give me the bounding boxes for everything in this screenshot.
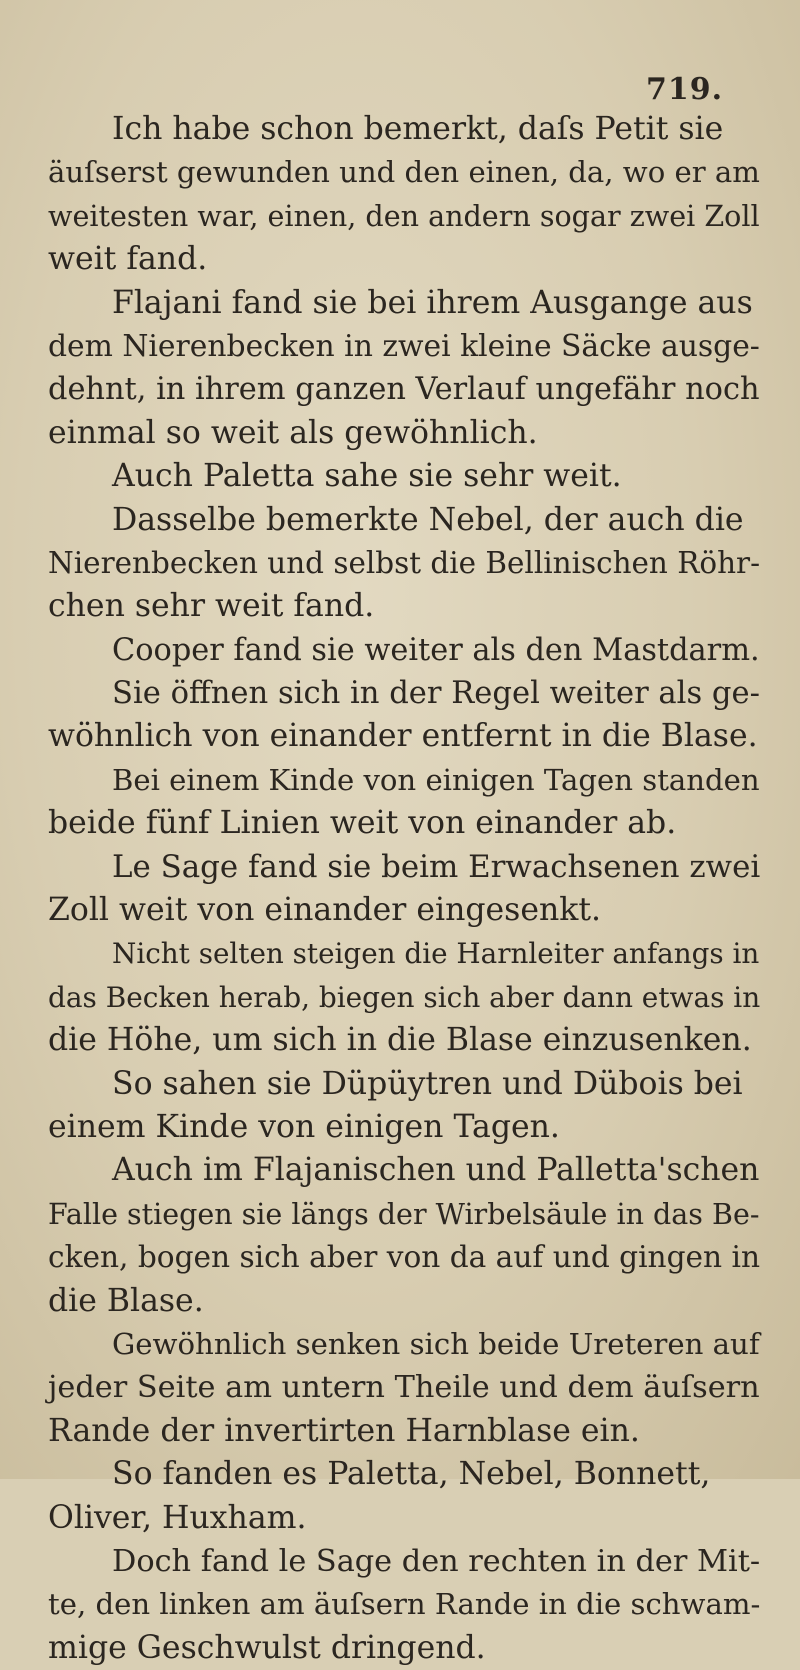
paragraph [48, 629, 760, 672]
text-line: die Blase. [48, 1282, 204, 1319]
paragraph [48, 499, 760, 629]
body-text [48, 108, 760, 1670]
text-line: Sie öffnen sich in der Regel weiter als ge- [112, 676, 760, 712]
text-line: äuſserst gewunden und den einen, da, wo er am [48, 155, 760, 190]
text-line: So sahen sie Düpüytren und Dübois bei [112, 1065, 743, 1102]
text-line: Flajani fand sie bei ihrem Ausgange aus [112, 284, 753, 321]
text-line: dem Nierenbecken in zwei kleine Säcke ausge- [48, 328, 760, 364]
text-line: wöhnlich von einander entfernt in die Blase. [48, 718, 758, 755]
text-line: das Becken herab, biegen sich aber dann etwas in [48, 980, 761, 1014]
text-line: Bei einem Kinde von einigen Tagen standen [112, 762, 760, 797]
paragraph [48, 1149, 760, 1323]
text-line: Gewöhnlich senken sich beide Ureteren auf [112, 1326, 760, 1361]
text-line: te, den linken am äuſsern Rande in die schwam- [48, 1587, 761, 1622]
text-line: Le Sage fand sie beim Erwachsenen zwei [112, 848, 761, 885]
text-line: weitesten war, einen, den andern sogar zwei Zoll [48, 198, 760, 233]
text-line: Nierenbecken und selbst die Bellinischen Röhr- [48, 545, 761, 580]
text-line: einem Kinde von einigen Tagen. [48, 1108, 560, 1145]
text-line: So fanden es Paletta, Nebel, Bonnett, [112, 1456, 711, 1493]
text-line: Falle stiegen sie längs der Wirbelsäule in das Be- [48, 1197, 760, 1231]
text-line: cken, bogen sich aber von da auf und gingen in [48, 1240, 760, 1275]
text-line: mige Geschwulst dringend. [48, 1629, 486, 1666]
text-line: Auch Paletta sahe sie sehr weit. [112, 458, 622, 495]
paragraph [48, 932, 760, 1062]
text-line: beide fünf Linien weit von einander ab. [48, 805, 677, 842]
paragraph [48, 108, 760, 282]
text-line: Cooper fand sie weiter als den Mastdarm. [112, 632, 760, 668]
paragraph [48, 1453, 760, 1540]
paragraph [48, 846, 760, 933]
paragraph [48, 1323, 760, 1453]
paragraph [48, 1063, 760, 1150]
text-line: Nicht selten steigen die Harnleiter anfangs in [112, 937, 760, 971]
text-line: chen sehr weit fand. [48, 588, 375, 625]
text-line: Rande der invertirten Harnblase ein. [48, 1412, 640, 1449]
text-line: einmal so weit als gewöhnlich. [48, 414, 538, 451]
paragraph [48, 672, 760, 759]
paragraph [48, 759, 760, 846]
text-line: Dasselbe bemerkte Nebel, der auch die [112, 501, 744, 538]
text-line: jeder Seite am untern Theile und dem äuſsern [48, 1370, 760, 1406]
text-line: Doch fand le Sage den rechten in der Mit- [112, 1543, 761, 1579]
text-line: weit fand. [48, 241, 208, 278]
text-line: Zoll weit von einander eingesenkt. [48, 892, 602, 929]
paragraph [48, 1540, 760, 1670]
paragraph [48, 455, 760, 498]
text-line: Oliver, Huxham. [48, 1499, 307, 1536]
text-line: dehnt, in ihrem ganzen Verlauf ungefähr noch [48, 372, 760, 408]
page-number: 719. [646, 72, 724, 107]
text-line: Auch im Flajanischen und Palletta'schen [112, 1152, 760, 1189]
paragraph [48, 282, 760, 456]
text-line: Ich habe schon bemerkt, daſs Petit sie [112, 111, 724, 147]
text-line: die Höhe, um sich in die Blase einzusenken. [48, 1022, 752, 1059]
